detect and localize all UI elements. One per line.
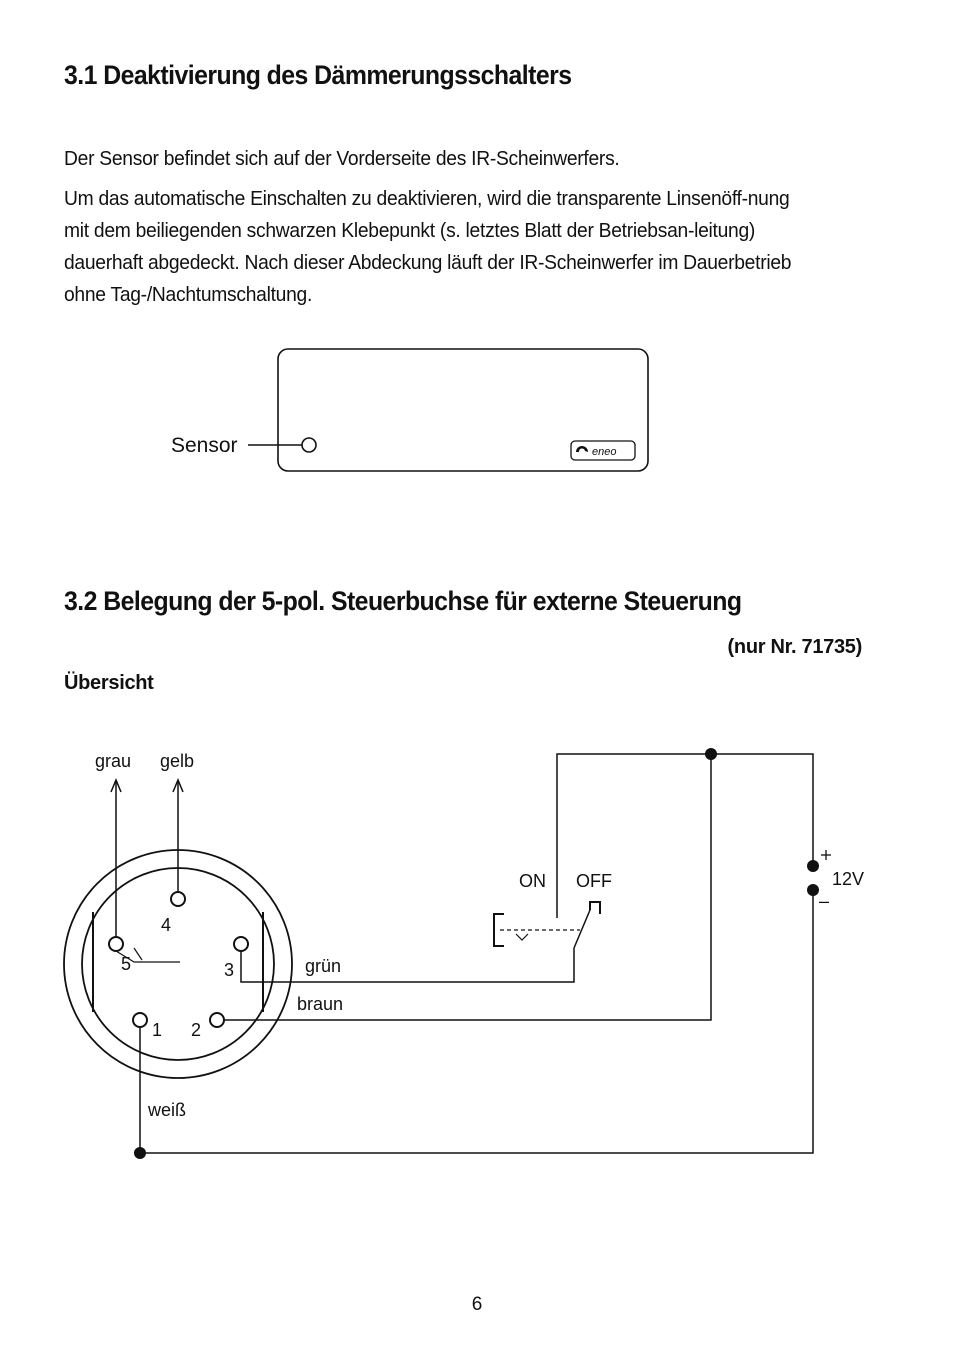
junction-dot-bottom bbox=[134, 1147, 146, 1159]
label-pin4: 4 bbox=[161, 915, 172, 935]
wiring-diagram bbox=[64, 754, 831, 1153]
label-gelb: gelb bbox=[160, 751, 195, 771]
paragraph-sensor-location: Der Sensor befindet sich auf der Vorderseite des IR-Scheinwerfers. bbox=[64, 147, 620, 170]
page-number: 6 bbox=[471, 1294, 483, 1315]
label-braun: braun bbox=[297, 994, 344, 1014]
label-switch-on: ON bbox=[519, 871, 546, 891]
label-weiss: weiß bbox=[148, 1100, 187, 1120]
wire-braun bbox=[224, 754, 711, 1020]
label-minus: – bbox=[819, 891, 830, 911]
pin-1-icon bbox=[133, 1013, 147, 1027]
junction-dot-top bbox=[705, 748, 717, 760]
eneo-logo-text: eneo bbox=[592, 446, 617, 458]
model-note: (nur Nr. 71735) bbox=[727, 636, 862, 658]
pin-4-icon bbox=[171, 892, 185, 906]
label-gruen: grün bbox=[305, 956, 342, 976]
label-grau: grau bbox=[95, 751, 132, 771]
label-pin2: 2 bbox=[191, 1020, 202, 1040]
floodlight-front-view bbox=[171, 349, 648, 471]
section-heading-3-2: 3.2 Belegung der 5-pol. Steuerbuchse für externe Steuerung bbox=[64, 586, 742, 616]
pin-5-icon bbox=[109, 937, 123, 951]
terminal-plus-dot bbox=[807, 860, 819, 872]
label-pin3: 3 bbox=[224, 960, 235, 980]
pin-3-icon bbox=[234, 937, 248, 951]
label-switch-off: OFF bbox=[576, 871, 612, 891]
toggle-switch bbox=[494, 902, 600, 948]
wire-switch-supply bbox=[557, 754, 813, 918]
overview-subheading: Übersicht bbox=[64, 672, 154, 694]
paragraph-deactivation-text: Um das automatische Einschalten zu deaktivieren, wird die transparente Linsenöff-nung mit dem beiliegenden schwarzen Klebepunkt (s. letztes Blatt der Betriebsan-leitung) dauerhaft abgedeckt. Nach dieser Abdeckung läuft der IR-Scheinwerfer im Dauerbetrieb ohne Tag-/Nachtumschaltung. bbox=[64, 187, 792, 306]
sensor-label: Sensor bbox=[171, 434, 238, 457]
pin-2-icon bbox=[210, 1013, 224, 1027]
label-pin5: 5 bbox=[121, 954, 132, 974]
section-heading-3-1: 3.1 Deaktivierung des Dämmerungsschalters bbox=[64, 60, 572, 90]
eneo-logo bbox=[571, 441, 635, 460]
label-pin1: 1 bbox=[152, 1020, 163, 1040]
wire-weiss bbox=[140, 890, 813, 1153]
terminal-minus-dot bbox=[807, 884, 819, 896]
sensor-lens-icon bbox=[302, 438, 316, 452]
label-12v: 12V bbox=[832, 869, 865, 889]
